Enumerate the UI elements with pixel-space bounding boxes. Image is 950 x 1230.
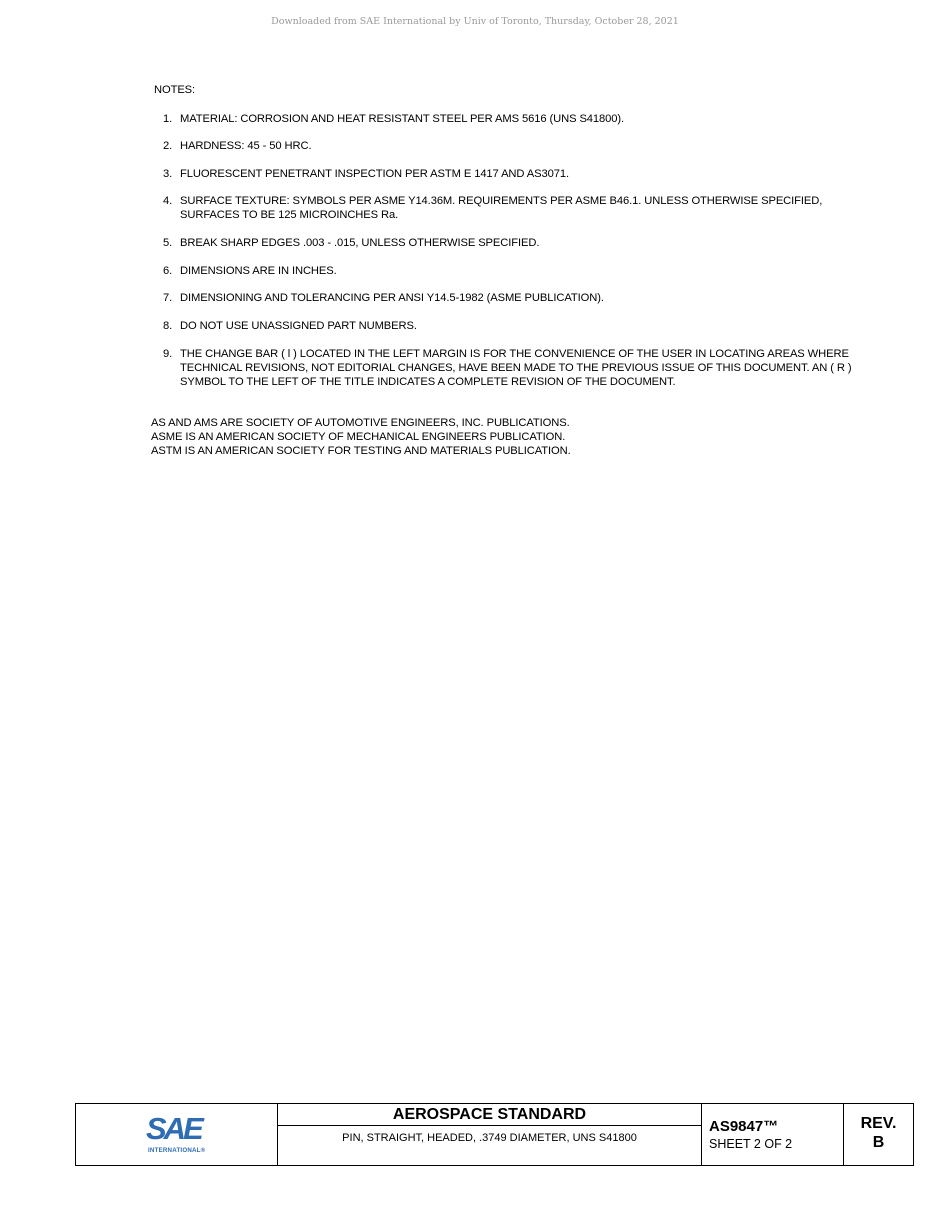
sae-logo-mark: SAE: [146, 1111, 201, 1146]
note-item: [163, 236, 861, 250]
sae-logo-subtitle: INTERNATIONAL®: [148, 1147, 206, 1154]
note-item: [163, 167, 861, 181]
note-text: SURFACE TEXTURE: SYMBOLS PER ASME Y14.36M. REQUIREMENTS PER ASME B46.1. UNLESS OTHERWISE SPECIFIED, SURFACES TO BE 125 MICROINCHES Ra.: [180, 195, 823, 221]
note-text: MATERIAL: CORROSION AND HEAT RESISTANT STEEL PER AMS 5616 (UNS S41800).: [180, 113, 625, 125]
standard-label: AEROSPACE STANDARD: [278, 1104, 701, 1126]
note-item: [163, 319, 861, 333]
note-number: 1.: [163, 113, 173, 125]
publication-line: ASME IS AN AMERICAN SOCIETY OF MECHANICAL ENGINEERS PUBLICATION.: [151, 431, 566, 443]
revision-value: B: [872, 1134, 885, 1151]
note-text: DIMENSIONING AND TOLERANCING PER ANSI Y14.5-1982 (ASME PUBLICATION).: [180, 292, 604, 304]
note-text: HARDNESS: 45 - 50 HRC.: [180, 140, 312, 152]
logo-cell: [76, 1104, 278, 1165]
note-text: DO NOT USE UNASSIGNED PART NUMBERS.: [180, 320, 417, 332]
part-title: PIN, STRAIGHT, HEADED, .3749 DIAMETER, UNS S41800: [342, 1132, 637, 1144]
note-item: [163, 139, 861, 153]
note-number: 4.: [163, 195, 173, 207]
note-item: [163, 194, 861, 222]
doc-number-cell: [702, 1104, 844, 1165]
sae-logo: [146, 1111, 212, 1158]
revision-cell: [844, 1104, 913, 1165]
note-number: 5.: [163, 237, 173, 249]
revision-label: REV.: [860, 1115, 897, 1132]
note-number: 2.: [163, 140, 173, 152]
note-number: 8.: [163, 320, 173, 332]
doc-number: AS9847™: [709, 1118, 779, 1135]
title-cell: [278, 1104, 702, 1165]
note-item: [163, 347, 861, 389]
note-number: 6.: [163, 265, 173, 277]
publication-line: AS AND AMS ARE SOCIETY OF AUTOMOTIVE ENGINEERS, INC. PUBLICATIONS.: [151, 417, 570, 429]
note-item: [163, 112, 861, 126]
note-number: 7.: [163, 292, 173, 304]
note-text: THE CHANGE BAR ( l ) LOCATED IN THE LEFT MARGIN IS FOR THE CONVENIENCE OF THE USER IN LOCATING AREAS WHERE TECHNICAL REVISIONS, NOT EDITORIAL CHANGES, HAVE BEEN MADE TO THE PREVIOUS ISSUE OF THIS DOCUMENT. AN ( R ) SYMBOL TO THE LEFT OF THE TITLE INDICATES A COMPLETE REVISION OF THE DOCUMENT.: [180, 348, 852, 388]
publication-line: ASTM IS AN AMERICAN SOCIETY FOR TESTING AND MATERIALS PUBLICATION.: [151, 445, 571, 457]
publications-list: [151, 416, 861, 458]
note-number: 9.: [163, 348, 173, 360]
note-number: 3.: [163, 168, 173, 180]
note-text: FLUORESCENT PENETRANT INSPECTION PER ASTM E 1417 AND AS3071.: [180, 168, 570, 180]
download-watermark: Downloaded from SAE International by Univ of Toronto, Thursday, October 28, 2021: [271, 16, 679, 27]
note-text: BREAK SHARP EDGES .003 - .015, UNLESS OTHERWISE SPECIFIED.: [180, 237, 540, 249]
sheet-number: SHEET 2 OF 2: [709, 1137, 793, 1151]
title-block: [75, 1103, 914, 1166]
note-item: [163, 291, 861, 305]
notes-heading: NOTES:: [154, 84, 196, 96]
note-text: DIMENSIONS ARE IN INCHES.: [180, 265, 337, 277]
note-item: [163, 264, 861, 278]
